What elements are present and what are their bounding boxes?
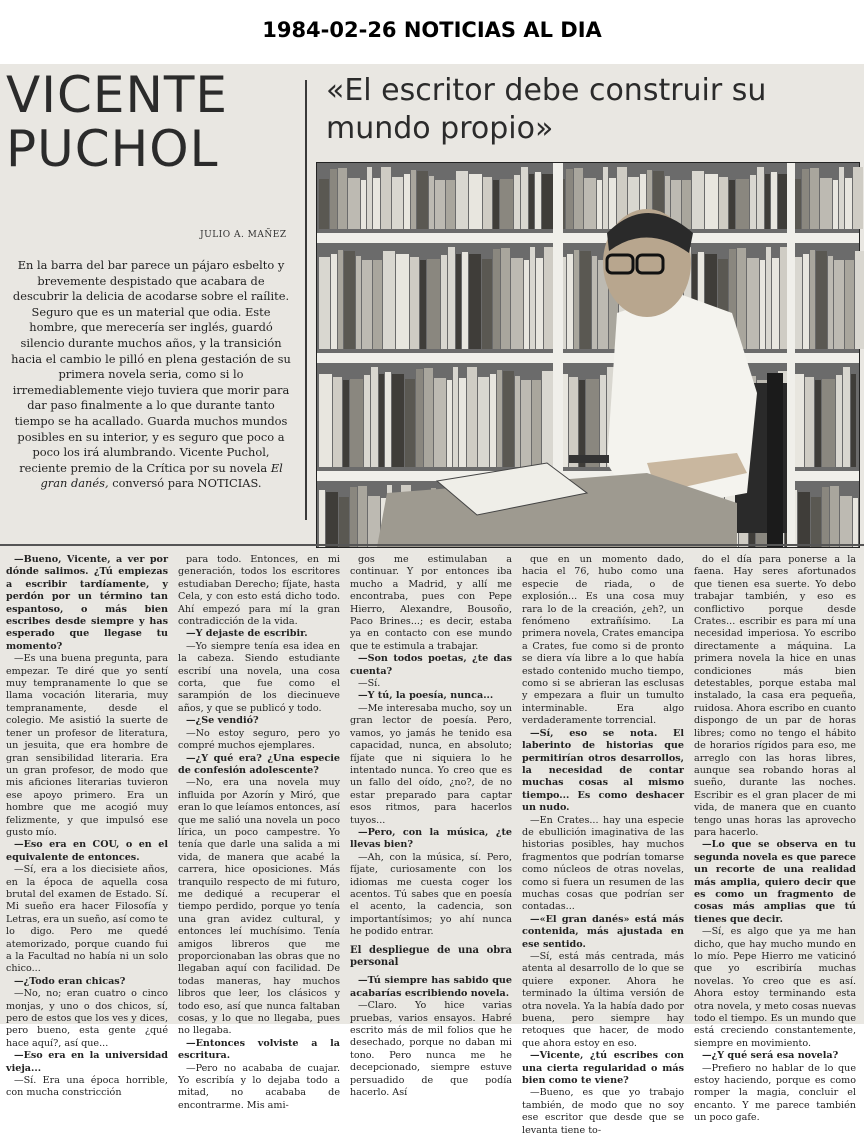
column-paragraph: —Y tú, la poesía, nunca... — [358, 690, 494, 702]
book-spine — [544, 247, 554, 349]
book-spine — [822, 379, 835, 467]
book-spine — [368, 496, 380, 547]
book-spine — [350, 379, 363, 467]
book-spine — [828, 256, 833, 349]
lead-text-1: En la barra del bar parece un pájaro esbelto y brevemente despistado que acabara de descubrir la delicia de acodarse sobre el raílite. Seguro que es un material que odia. Este hombre, que merecería ser inglés, guardó silencio durante muchos años, y la transición hacia el cambio le pilló en plena gestación de su primera novela seria, como si lo irremediablemente viejo tuviera que morir para dar paso finalmente a lo que durante tanto tiempo se ha acallado. Guarda muchos mundos posibles en su interior, y es seguro que poco a poco los irá alumbrando. Vicente Puchol, reciente premio de la Crítica por su novela — [11, 258, 291, 475]
book-spine — [574, 250, 579, 349]
text-column-2 — [178, 554, 340, 1111]
column-paragraph: —En Crates... hay una especie de ebullición imaginativa de las historias posibles, hay muchos fragmentos que podrían tomarse como núcleos de otras novelas, como si fuera un resumen de las muchas cosas que podrían ser contadas... — [522, 814, 684, 913]
page-title: 1984-02-26 NOTICIAS AL DIA — [262, 18, 602, 42]
book-spine — [446, 180, 455, 229]
book-spine — [350, 487, 357, 547]
book-spine — [358, 486, 367, 547]
horizontal-divider — [0, 544, 864, 546]
lead-text-2: conversó para NOTICIAS. — [108, 476, 262, 491]
book-spine — [845, 178, 852, 229]
book-spine — [373, 178, 380, 229]
book-spine — [747, 258, 759, 349]
book-spine — [521, 167, 528, 229]
column-paragraph: para todo. Entonces, en mi generación, todos los escritores estudiaban Derecho; fíjate, hasta Cela, y con esto está dicho todo. Ahí empezó para mí la gran contradicción de la vida. — [178, 554, 340, 628]
book-spine — [497, 370, 502, 467]
book-spine — [567, 254, 573, 349]
vertical-divider — [305, 80, 307, 520]
book-spine — [383, 251, 395, 349]
book-spine — [429, 176, 434, 229]
book-spine — [424, 368, 433, 467]
book-spine — [836, 375, 842, 467]
book-spine — [348, 178, 360, 229]
book-spine — [434, 378, 446, 467]
column-paragraph: —Entonces volviste a la escritura. — [178, 1037, 340, 1062]
book-spine — [524, 260, 529, 349]
book-spine — [469, 174, 482, 229]
book-spine — [385, 372, 391, 467]
text-column-1 — [6, 554, 168, 1099]
book-spine — [580, 251, 591, 349]
column-paragraph: —¿Todo eran chicas? — [14, 975, 126, 987]
column-paragraph: —Es una buena pregunta, para empezar. Te diré que yo sentí muy tempranamente lo que se llama vocación literaria, muy tempranamente, desde el colegio. Me asistió la suerte de tener un profesor de literatura, un jesuita, que era hombre de gran sensibilidad literaria. Era un gran profesor, de modo que mis aficiones literarias tuvieron ese apoyo primero. Era un hombre que me acogió muy felizmente, y que impulsó ese gusto mío. — [6, 653, 168, 838]
page-header — [0, 0, 864, 64]
column-paragraph: gos me estimulaban a continuar. Y por entonces iba mucho a Madrid, y allí me encontraba, pues con Pepe Hierro, Alexandre, Bousoño, Paco Brines...; es decir, estaba ya en contacto con ese mundo que te estimula a trabajar. — [350, 554, 512, 652]
book-spine — [362, 260, 372, 349]
column-paragraph: —Bueno, es que yo trabajo también, de modo que no soy ese escritor que desde que se levanta tiene to- — [522, 1087, 684, 1136]
book-spine — [364, 375, 370, 467]
book-spine — [456, 171, 468, 229]
book-spine — [416, 369, 423, 467]
column-paragraph: —¿Y qué será esa novela? — [702, 1050, 839, 1062]
column-paragraph: —Me interesaba mucho, soy un gran lector de poesía. Pero, vamos, yo jamás he tenido esa capacidad, nunca, en absoluto; fíjate que ni siquiera lo he intentado nunca. Yo creo que es un fallo del oído, ¿no?, de no estar preparado para captar esos ritmos, para hacerlos tuyos... — [350, 702, 512, 826]
column-paragraph: —Sí, está más centrada, más atenta al desarrollo de lo que se quiere exponer. Ahora he terminado la última versión de otra novela. Ya la había dado por buena, pero siempre hay retoques que hacer, de modo que ahora estoy en eso. — [522, 951, 684, 1049]
column-paragraph: —¿Y qué era? ¿Una especie de confesión adolescente? — [178, 752, 340, 776]
book-spine — [529, 174, 534, 229]
book-spine — [381, 167, 391, 229]
book-spine — [853, 498, 858, 547]
book-spine — [420, 260, 426, 349]
book-spine — [392, 177, 403, 229]
column-paragraph: —Yo siempre tenía esa idea en la cabeza. Siendo estudiante escribí una novela, una cosa corta, que fue como el sarampión de los diecinueve años, y que se publicó y todo. — [178, 640, 340, 714]
book-spine — [462, 252, 468, 349]
book-spine — [453, 367, 458, 467]
book-spine — [331, 254, 337, 349]
book-spine — [367, 167, 372, 229]
book-spine — [493, 249, 500, 349]
column-paragraph: —Sí. — [358, 678, 381, 690]
column-paragraph: —Son todos poetas, ¿te das cuenta? — [350, 653, 512, 677]
column-paragraph: —Sí, era a los diecisiete años, en la época de aquella cosa brutal del examen de Estado. Sí. Mi sueño era hacer Filosofía y Letras, era un sueño, así como te lo digo. Pero me quedé atemorizado, porque cuando fui a la Facultad no había ni un solo chico... — [6, 864, 168, 975]
book-spine — [830, 486, 839, 547]
book-spine — [536, 258, 543, 349]
book-spine — [535, 172, 541, 229]
book-spine — [811, 497, 821, 547]
book-spine — [574, 168, 583, 229]
book-spine — [692, 171, 704, 229]
book-spine — [459, 378, 466, 467]
column-paragraph: —«El gran danés» está más contenida, más ajustada en ese sentido. — [522, 913, 684, 950]
book-spine — [609, 178, 616, 229]
name-line-1: VICENTE — [6, 66, 228, 124]
book-spine — [772, 258, 779, 349]
text-column-4 — [522, 554, 684, 1136]
book-spine — [682, 180, 691, 229]
column-paragraph: —Y dejaste de escribir. — [186, 628, 308, 640]
book-spine — [338, 168, 347, 229]
column-paragraph: —No, no; eran cuatro o cinco monjas, y uno o dos chicos, sí, pero de estos que los ves y dices, pero bueno, esta gente ¿qué hace aquí?, así que... — [6, 988, 168, 1049]
book-spine — [503, 371, 514, 467]
book-spine — [820, 178, 832, 229]
book-spine — [482, 259, 492, 349]
column-paragraph: que en un momento dado, hacia el 76, hubo como una especie de riada, o de explosión... Es una cosa muy rara lo de la creación, ¿eh?, un fenómeno extrañísimo. La primera novela, Crates emancipa a Crates, fue como si de pronto se diera vía libre a lo que había estado contenido mucho tiempo, como si se abrieran las esclusas y empezara a fluir un tumulto interminable. Era algo verdaderamente torrencial. — [522, 554, 684, 727]
book-spine — [417, 171, 428, 229]
portrait-photo — [316, 162, 860, 548]
book-spine — [736, 179, 749, 229]
book-spine — [338, 250, 343, 349]
text-column-5 — [694, 554, 856, 1124]
section-subhead: El despliegue de una obra personal — [350, 944, 512, 968]
column-paragraph: —Eso era en la universidad vieja... — [6, 1050, 168, 1074]
book-spine — [343, 380, 349, 467]
book-spine — [330, 169, 337, 229]
book-spine — [845, 260, 854, 349]
book-spine — [542, 371, 554, 467]
book-spine — [757, 167, 764, 229]
book-spine — [532, 380, 541, 467]
book-spine — [855, 251, 864, 349]
book-spine — [427, 259, 440, 349]
book-spine — [833, 180, 838, 229]
book-spine — [766, 247, 771, 349]
book-spine — [584, 178, 596, 229]
book-spine — [853, 167, 863, 229]
column-paragraph: —Ah, con la música, sí. Pero, fíjate, curiosamente con los idiomas me cuesta coger los acentos. Tú sabes que en poesía el acento, la cadencia, son importantísimos; yo ahí nunca he podido entrar. — [350, 851, 512, 938]
book-spine — [851, 374, 856, 467]
book-spine — [586, 379, 599, 467]
book-spine — [356, 256, 361, 349]
book-spine — [805, 377, 814, 467]
book-spine — [566, 169, 573, 229]
book-spine — [361, 180, 366, 229]
book-spine — [840, 496, 852, 547]
book-spine — [404, 174, 410, 229]
book-spine — [822, 487, 829, 547]
book-spine — [816, 251, 827, 349]
book-spine — [319, 179, 329, 229]
column-paragraph: —Sí, es algo que ya me han dicho, que hay mucho mundo en lo mío. Pepe Hierro me vaticinó que yo escribiría muchas novelas. Yo creo que es así. Ahora estoy terminando esta otra novela, y meto cosas nuevas todo el tiempo. Es un mundo que está creciendo constantemente, siempre en movimiento. — [694, 926, 856, 1049]
column-paragraph: —No, era una novela muy influida por Azorín y Miró, que eran lo que leíamos entonces, así que me salió una novela un poco lírica, un poco campestre. Yo tenía que darle una salida a mi vida, de manera que acabé la carrera, hice oposiciones. Más tranquilo respecto de mi futuro, me dediqué a recuperar el tiempo perdido, porque yo tenía una gran avidez cultural, y entonces leí muchísimo. Tenía amigos libreros que me proporcionaban las obras que no llegaban aquí con facilidad. De todas maneras, hay muchos libros que leer, los clásicos y todo eso, así que nunca faltaban cosas, y lo que no llegaba, pues no llegaba. — [178, 777, 340, 1037]
book-spine — [435, 180, 445, 229]
book-spine — [542, 174, 554, 229]
column-paragraph: —Claro. Yo hice varias pruebas, varios ensayos. Habré escrito más de mil folios que he desechado, porque no daban mi tono. Pero nunca me he decepcionado, siempre estuve persuadido de que podía hacerlo. Así — [350, 1000, 512, 1099]
book-spine — [514, 175, 520, 229]
book-spine — [798, 492, 810, 547]
column-paragraph: —Prefiero no hablar de lo que estoy haciendo, porque es como romper la magia, concluir el encanto. Y me parece también un poco gafe. — [694, 1062, 856, 1124]
book-spine — [600, 375, 606, 467]
column-paragraph: —Pero no acababa de cuajar. Yo escribía y lo dejaba todo a mitad, no acababa de encontrarme. Mis ami- — [178, 1062, 340, 1111]
name-line-2: PUCHOL — [6, 120, 219, 178]
book-spine — [729, 180, 735, 229]
book-spine — [802, 169, 809, 229]
book-spine — [319, 257, 330, 349]
book-spine — [705, 174, 718, 229]
headline: «El escritor debe construir su mundo propio» — [326, 73, 767, 146]
column-paragraph: —No estoy seguro, pero yo compré muchos ejemplares. — [178, 727, 340, 752]
lead-paragraph — [10, 258, 292, 492]
book-spine — [839, 167, 844, 229]
book-spine — [810, 168, 819, 229]
book-spine — [405, 379, 415, 467]
book-spine — [515, 376, 520, 467]
book-spine — [765, 174, 770, 229]
column-paragraph: —Vicente, ¿tú escribes con una cierta regularidad o más bien como te viene? — [522, 1050, 684, 1087]
book-spine — [500, 179, 513, 229]
book-spine — [579, 380, 585, 467]
book-spine — [603, 167, 608, 229]
book-spine — [511, 258, 523, 349]
book-spine — [483, 177, 492, 229]
byline: JULIO A. MAÑEZ — [200, 230, 287, 240]
book-spine — [760, 260, 765, 349]
column-paragraph: —Lo que se observa en tu segunda novela es que parece un recorte de una realidad más amplia, quiero decir que es como un fragmento de cosas más amplias que tú tienes que decir. — [694, 839, 856, 925]
book-spine — [333, 377, 342, 467]
book-spine — [493, 180, 499, 229]
book-spine — [592, 256, 597, 349]
book-spine — [501, 248, 510, 349]
column-paragraph: —¿Se vendió? — [186, 715, 259, 727]
book-spine — [319, 490, 325, 547]
book-spine — [771, 172, 777, 229]
book-spine — [521, 380, 531, 467]
book-spine — [834, 260, 844, 349]
book-spine — [441, 255, 447, 349]
photo-illustration — [317, 163, 859, 547]
column-paragraph: do el día para ponerse a la faena. Hay seres afortunados que tienen esa suerte. Yo debo trabajar también, y eso es conflictivo porque desde Crates... escribir es para mí una necesidad imperiosa. Yo escribo directamente a máquina. La primera novela la hice en unas condiciones más bien detestables, porque estaba mal instalado, la casa era pequeña, ruidosa. Ahora escribo en cuanto dispongo de un par de horas libres; como no tengo el hábito de horarios rígidos para eso, me arreglo con las horas libres, aunque sea robando horas al sueño, durante las noches. Escribir es el gran placer de mi vida, de manera que en cuanto tengo unas horas las aprovecho para hacerlo. — [694, 554, 856, 838]
book-spine — [326, 492, 338, 547]
book-spine — [750, 175, 756, 229]
book-spine — [597, 180, 602, 229]
book-spine — [815, 380, 821, 467]
column-paragraph: —Bueno, Vicente, a ver por dónde salimos. ¿Tú empiezas a escribir tardíamente, y perdón por un término tan espantoso, o más bien escribes desde siempre y has esperado que llegase tu momento? — [6, 554, 168, 652]
book-spine — [371, 367, 378, 467]
column-paragraph: —Sí, eso se nota. El laberinto de historias que permitirían otros desarrollos, la necesidad de contar muchas cosas al mismo tiempo... Es como deshacer un nudo. — [522, 727, 684, 814]
newspaper-clipping — [0, 64, 864, 1136]
column-paragraph: —Pero, con la música, ¿te llevas bien? — [350, 826, 512, 851]
book-spine — [469, 254, 481, 349]
book-spine — [448, 247, 455, 349]
book-spine — [810, 250, 815, 349]
book-spine — [379, 374, 384, 467]
book-spine — [843, 367, 850, 467]
text-column-3 — [350, 554, 512, 1099]
column-paragraph: —Eso era en COU, o en el equivalente de entonces. — [6, 839, 168, 863]
book-spine — [456, 254, 461, 349]
book-spine — [467, 367, 477, 467]
book-spine — [569, 377, 578, 467]
book-spine — [803, 254, 809, 349]
book-spine — [719, 177, 728, 229]
interviewee-name — [6, 68, 296, 176]
novel-title: El gran danés, — [40, 460, 283, 491]
book-spine — [392, 374, 404, 467]
book-spine — [478, 377, 489, 467]
column-paragraph: —Tú siempre has sabido que acabarías escribiendo novela. — [350, 975, 512, 999]
book-spine — [339, 497, 349, 547]
book-spine — [490, 374, 496, 467]
book-spine — [373, 260, 382, 349]
book-spine — [530, 247, 535, 349]
book-spine — [396, 254, 409, 349]
column-paragraph: —Sí. Era una época horrible, con mucha constricción — [6, 1075, 168, 1099]
book-spine — [319, 374, 332, 467]
book-spine — [344, 251, 355, 349]
book-spine — [447, 380, 452, 467]
book-spine — [411, 170, 416, 229]
book-spine — [410, 257, 419, 349]
